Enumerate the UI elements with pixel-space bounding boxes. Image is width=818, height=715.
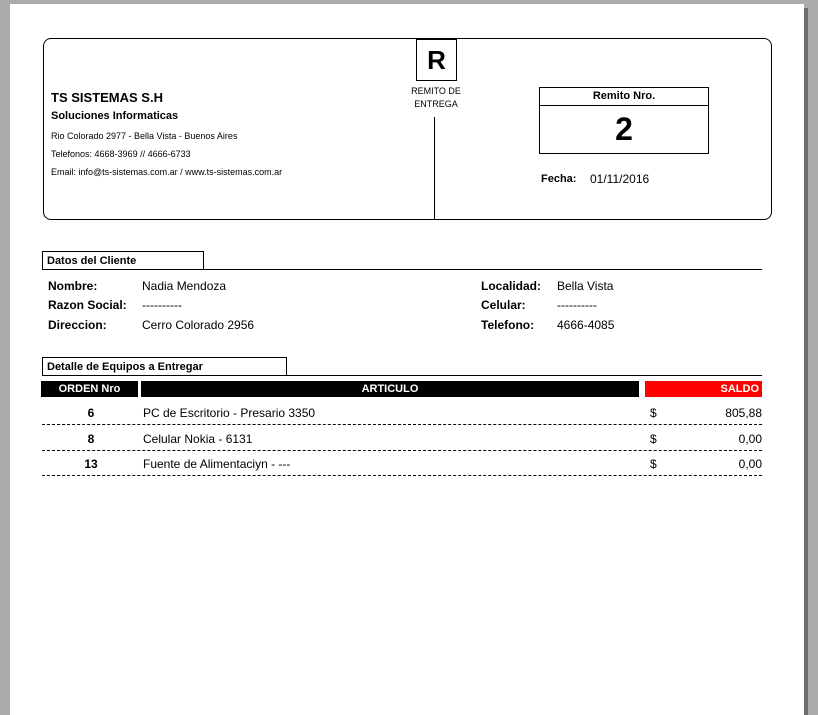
page-shadow: [804, 8, 808, 715]
row-articulo: PC de Escritorio - Presario 3350: [143, 406, 316, 420]
row-saldo: 0,00: [738, 457, 762, 471]
orden-header: ORDEN Nro: [41, 381, 138, 397]
company-subtitle: Soluciones Informaticas: [51, 110, 179, 122]
localidad-label: Localidad:: [481, 279, 542, 293]
razon-social-value: ----------: [142, 298, 182, 312]
date-value: 01/11/2016: [590, 172, 650, 186]
document-type-letter: R: [416, 39, 457, 81]
row-saldo: 0,00: [738, 432, 762, 446]
items-section-tab: Detalle de Equipos a Entregar: [42, 357, 287, 375]
row-currency: $: [650, 457, 657, 471]
row-divider: [42, 475, 762, 476]
document-type-label-line1: REMITO DE: [411, 86, 461, 96]
remito-number-box: [539, 87, 709, 154]
remito-number-title: Remito Nro.: [540, 88, 708, 106]
remito-number: 2: [615, 111, 633, 147]
celular-value: ----------: [557, 298, 597, 312]
row-saldo: 805,88: [725, 406, 762, 420]
client-section-rule: [42, 269, 762, 270]
localidad-value: Bella Vista: [557, 279, 614, 293]
row-orden: 13: [84, 457, 98, 471]
row-divider: [42, 424, 762, 425]
company-phones: Telefonos: 4668-3969 // 4666-6733: [51, 149, 191, 159]
date-label: Fecha:: [541, 173, 577, 185]
items-section-rule: [42, 375, 762, 376]
nombre-value: Nadia Mendoza: [142, 279, 227, 293]
row-articulo: Fuente de Alimentaciyn - ---: [143, 457, 291, 471]
row-orden: 6: [87, 406, 95, 420]
company-name: TS SISTEMAS S.H: [51, 90, 163, 105]
row-currency: $: [650, 432, 657, 446]
nombre-label: Nombre:: [48, 279, 98, 293]
celular-label: Celular:: [481, 298, 526, 312]
articulo-header: ARTICULO: [141, 381, 639, 397]
telefono-value: 4666-4085: [557, 318, 615, 332]
company-address: Rio Colorado 2977 - Bella Vista - Buenos Aires: [51, 131, 238, 141]
saldo-header: SALDO: [645, 381, 762, 397]
client-section-tab: Datos del Cliente: [42, 251, 204, 269]
razon-social-label: Razon Social:: [48, 298, 127, 312]
direccion-label: Direccion:: [48, 318, 107, 332]
header-divider: [434, 117, 435, 219]
row-currency: $: [650, 406, 657, 420]
row-articulo: Celular Nokia - 6131: [143, 432, 253, 446]
document-page: [10, 4, 804, 715]
document-type-label-line2: ENTREGA: [414, 99, 458, 109]
direccion-value: Cerro Colorado 2956: [142, 318, 255, 332]
row-orden: 8: [87, 432, 95, 446]
row-divider: [42, 450, 762, 451]
document-type-label: [398, 85, 474, 111]
company-email: Email: info@ts-sistemas.com.ar / www.ts-sistemas.com.ar: [51, 167, 283, 177]
telefono-label: Telefono:: [481, 318, 535, 332]
